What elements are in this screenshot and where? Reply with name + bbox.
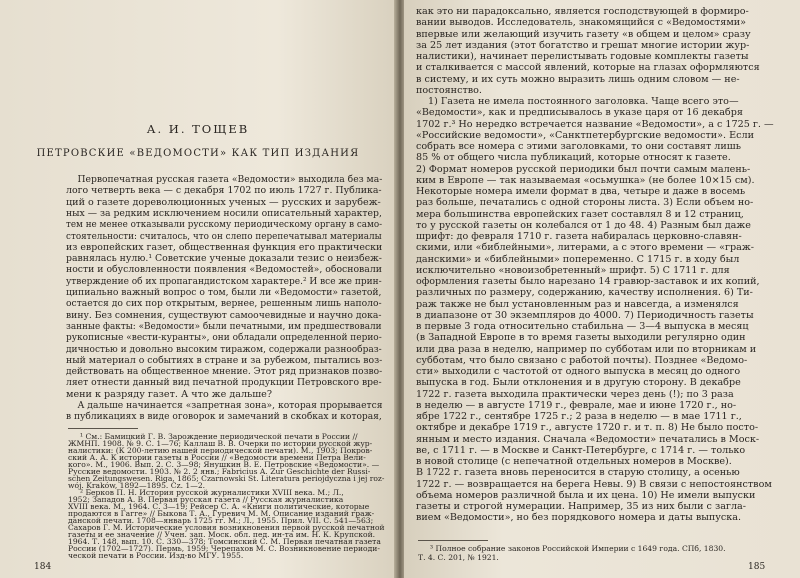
text-line: равнялась нулю.¹ Советские ученые доказали тезис о неизбеж- xyxy=(66,253,382,265)
text-line: стоятельности: считалось, что он слепо перепечатывал материалы xyxy=(66,230,382,242)
footnote-separator xyxy=(418,540,488,541)
text-line: ябре 1722 г., сентябре 1725 г.; 2 раза в неделю — в мае 1711 г., xyxy=(416,411,742,422)
text-line: янным и место издания. Сначала «Ведомости» печатались в Моск- xyxy=(416,433,760,445)
text-line: (в Западной Европе в то время газеты выходили регулярно один xyxy=(416,332,746,344)
text-line: wój. Kraków, 1892—1895. Cz. 1—2. xyxy=(68,481,206,490)
text-line: Русские ведомости. 1903. № 2. 2 янв.; Fabricius A. Zur Geschichte der Russi- xyxy=(68,467,371,476)
text-line: 85 % от общего числа публикаций, которые относят к газете. xyxy=(416,152,731,164)
text-line: 1) Газета не имела постоянного заголовка. Чаще всего это— xyxy=(428,96,739,107)
text-line: В 1722 г. газета вновь переносится в старую столицу, а осенью xyxy=(416,467,740,479)
text-line: как это ни парадоксально, является господствующей в формиро- xyxy=(416,6,749,17)
text-line: мени к разряду газет. А что же дальше? xyxy=(66,388,273,400)
text-line: различных по размеру, содержанию, качеству исполнения. 6) Ти- xyxy=(416,287,753,299)
text-line: в публикациях в виде оговорок и замечаний в скобках и которая, xyxy=(66,411,382,423)
text-line: утверждение об их пропагандистском характере.² И все же прин- xyxy=(66,275,382,287)
text-line: Сахаров Г. М. Исторические условия возникновения первой русской печатной xyxy=(68,523,385,532)
text-line: раж также не был установленным раз и навсегда, а изменялся xyxy=(416,298,739,310)
text-line: налистики: (К 200-летию нашей периодической печати). М., 1903; Покров- xyxy=(68,446,373,455)
text-line: газеты и строгой нумерации. Например, 35 из них были с загла- xyxy=(416,501,747,512)
text-line: ² Берков П. Н. История русской журналистики XVIII века. М.; Л., xyxy=(80,488,344,497)
text-line: в неделю — в августе 1719 г., феврале, мае и июне 1720 г., но- xyxy=(416,399,737,411)
text-line: 2) Формат номеров русской периодики был почти самым малень- xyxy=(416,163,751,175)
article-author: А. И. ТОЩЕВ xyxy=(146,122,250,136)
text-line: вием «Ведомости», но без порядкового номера и даты выпуска. xyxy=(416,512,742,524)
text-line: лого четверть века — с декабря 1702 по июль 1727 г. Публика- xyxy=(66,185,382,197)
text-line: кого». М., 1906. Вып. 2. С. 3—98; Янушкин В. Е. Петровские «Ведомости». — xyxy=(68,460,380,469)
text-line: то у русской газеты он колебался от 1 до 48. 4) Разным был даже xyxy=(416,219,751,231)
text-line: в диапазоне от 30 экземпляров до 4000. 7) Периодичность газеты xyxy=(416,309,754,321)
text-line: октябре и декабре 1719 г., августе 1720 г. и т. п. 8) Не было посто- xyxy=(416,422,759,434)
text-line: сти» выходили с частотой от одного выпуска в месяц до одного xyxy=(416,366,741,377)
page-number: 184 xyxy=(34,562,52,572)
text-line: собрать все номера с этими заголовками, то они составят лишь xyxy=(416,141,741,152)
text-line: Первопечатная русская газета «Ведомости» выходила без ма- xyxy=(77,174,383,185)
text-line: объема номеров различной была и их цена. 10) Не имели выпуски xyxy=(416,489,756,501)
left-page xyxy=(0,0,396,578)
text-line: действовать на общественное мнение. Этот ряд признаков позво- xyxy=(66,366,383,378)
text-line: из европейских газет, общественная функция его практически xyxy=(66,241,383,253)
text-line: ципиально важный вопрос о том, были ли «Ведомости» газетой, xyxy=(66,287,382,298)
text-line: в новой столице (с непечатной отдельных номеров в Москве). xyxy=(416,456,732,467)
text-line: 1952; Западов А. В. Первая русская газета // Русская журналистика xyxy=(68,495,344,504)
text-line: ный материал о событиях в стране и за рубежом, пытались воз- xyxy=(66,354,383,366)
text-line: и сталкивается с массой явлений, которые на глазах оформляются xyxy=(416,62,760,74)
text-line: ве, с 1711 г. — в Москве и Санкт-Петербурге, с 1714 г. — только xyxy=(416,444,746,456)
text-line: ности и обусловленности появления «Ведомостей», обосновали xyxy=(66,264,382,276)
text-line: ский А. А. К истории газеты в России // «Ведомости времени Петра Вели- xyxy=(68,453,366,462)
text-line: ций о газете дореволюционных ученых — русских и зарубеж- xyxy=(66,196,381,208)
text-line: ¹ См.: Бамицкий Г. В. Зарождение периодической печати в России // xyxy=(80,432,358,441)
text-line: остается до сих пор открытым, вернее, решенным лишь наполо- xyxy=(66,298,382,310)
text-line: за 25 лет издания (этот богатство и грешат многие истории жур- xyxy=(416,39,750,51)
text-line: налистики), начинает перелистывать годовые комплекты газеты xyxy=(416,51,749,62)
text-line: «Ведомости», как и предписывалось в указе царя от 16 декабря xyxy=(416,107,743,119)
text-line: schen Zeitungswesen. Riga, 1865; Czarnowski St. Literatura periojdyczna i jej roz- xyxy=(68,474,385,483)
text-line: газеты и ее значение // Учен. зап. Моск. обл. пед. ин-та им. Н. К. Крупской. xyxy=(68,530,376,539)
text-line: исключительно «новоизобретенный» шрифт. 5) С 1711 г. для xyxy=(416,264,730,276)
page-number: 185 xyxy=(748,562,766,572)
text-line: 1722 г. газета выходила практически через день (!); по 3 раза xyxy=(416,388,734,400)
text-line: постоянство. xyxy=(416,84,482,96)
text-line: 1722 г. — возвращается на берега Невы. 9) В связи с непостоянством xyxy=(416,478,772,490)
text-line: оформления газеты было нарезано 14 гравюр-заставок и их копий, xyxy=(416,276,760,287)
text-line: мера большинства европейских газет составлял 8 и 12 страниц, xyxy=(416,208,744,220)
text-line: ляет отнести данный вид печатной продукции Петровского вре- xyxy=(66,377,382,389)
text-line: шрифт: до февраля 1710 г. газета набиралась церковно-славян- xyxy=(416,231,742,242)
article-title: ПЕТРОВСКИЕ «ВЕДОМОСТИ» КАК ТИП ИЗДАНИЯ xyxy=(36,148,360,159)
text-line: субботам, что было связано с работой почты). Позднее «Ведомо- xyxy=(416,354,748,366)
text-line: тем не менее отказывали русскому периодическому органу в само- xyxy=(66,219,383,231)
text-line: данской печати. 1708—январь 1725 гг. М.; Л., 1955. Прил. VII. С. 541—563; xyxy=(68,516,374,525)
text-line: России (1702—1727). Пермь, 1959; Черепахов М. С. Возникновение периоди- xyxy=(68,544,380,553)
text-line: «Российские ведомости», «Санктпетербургские ведомости». Если xyxy=(416,129,754,141)
text-line: данскими» и «библейными» попеременно. С 1715 г. в ходу был xyxy=(416,253,740,265)
text-line: продаются в Гагге» // Быкова Т. А., Гуревич М. М. Описание изданий граж- xyxy=(68,509,375,518)
text-line: ЖМНП. 1908. № 9. С. 1—76; Каллаш В. В. Очерки по истории русской жур- xyxy=(68,439,373,448)
text-line: вину. Без сомнения, существуют самоочевидные и научно дока- xyxy=(66,309,382,321)
text-line: 1964. Т. 148, вып. 10. С. 330—378; Томсинский С. М. Первая печатная газета xyxy=(68,537,381,546)
text-line: впервые или желающий изучить газету «в общем и целом» сразу xyxy=(416,28,751,40)
text-line: ³ Полное собрание законов Российской Империи с 1649 года. СПб, 1830. xyxy=(430,544,726,553)
text-line: скими, или «библейными», литерами, а с этого времени — «граж- xyxy=(416,242,754,254)
text-line: в систему, и их суть можно выразить лишь одним словом — не- xyxy=(416,73,740,85)
text-line: ким в Европе — так называемая «осьмушка» (не более 10×15 см). xyxy=(416,174,755,186)
text-line: в первые 3 года относительно стабильна — 3—4 выпуска в месяц xyxy=(416,321,749,332)
text-line: рукописные «вести-куранты», они обладали определенной перио- xyxy=(66,332,382,344)
text-line: вании выводов. Исследователь, знакомящийся с «Ведомостями» xyxy=(416,17,747,29)
right-page xyxy=(404,0,800,578)
text-line: 1702 г.³ Но нередко встречается название «Ведомости», а с 1725 г. — xyxy=(416,118,774,130)
text-line: выпуска в год. Были отклонения и в другую сторону. В декабре xyxy=(416,377,741,389)
text-line: ных — за редким исключением носили описательный характер, xyxy=(66,207,382,219)
text-line: А дальше начинается «запретная зона», которая прорывается xyxy=(77,400,383,411)
text-line: ческой печати в России. Изд-во МГУ. 1955. xyxy=(68,551,244,560)
text-line: Некоторые номера имели формат в два, четыре и даже в восемь xyxy=(416,186,746,197)
text-line: или два раза в неделю, например по субботам или по вторникам и xyxy=(416,343,757,355)
text-line: занные факты: «Ведомости» были печатными, им предшествовали xyxy=(66,320,382,332)
text-line: Т. 4. С. 201, № 1921. xyxy=(418,552,499,562)
text-line: дичностью и довольно высоким тиражом, содержали разнообраз- xyxy=(66,343,382,355)
footnote-separator xyxy=(68,428,138,429)
text-line: XVIII века. М., 1964. С. 3—19; Рейсер С. А. «Книги политические, которые xyxy=(68,502,370,511)
text-line: раз больше, печатались с одной стороны листа. 3) Если объем но- xyxy=(416,197,754,209)
